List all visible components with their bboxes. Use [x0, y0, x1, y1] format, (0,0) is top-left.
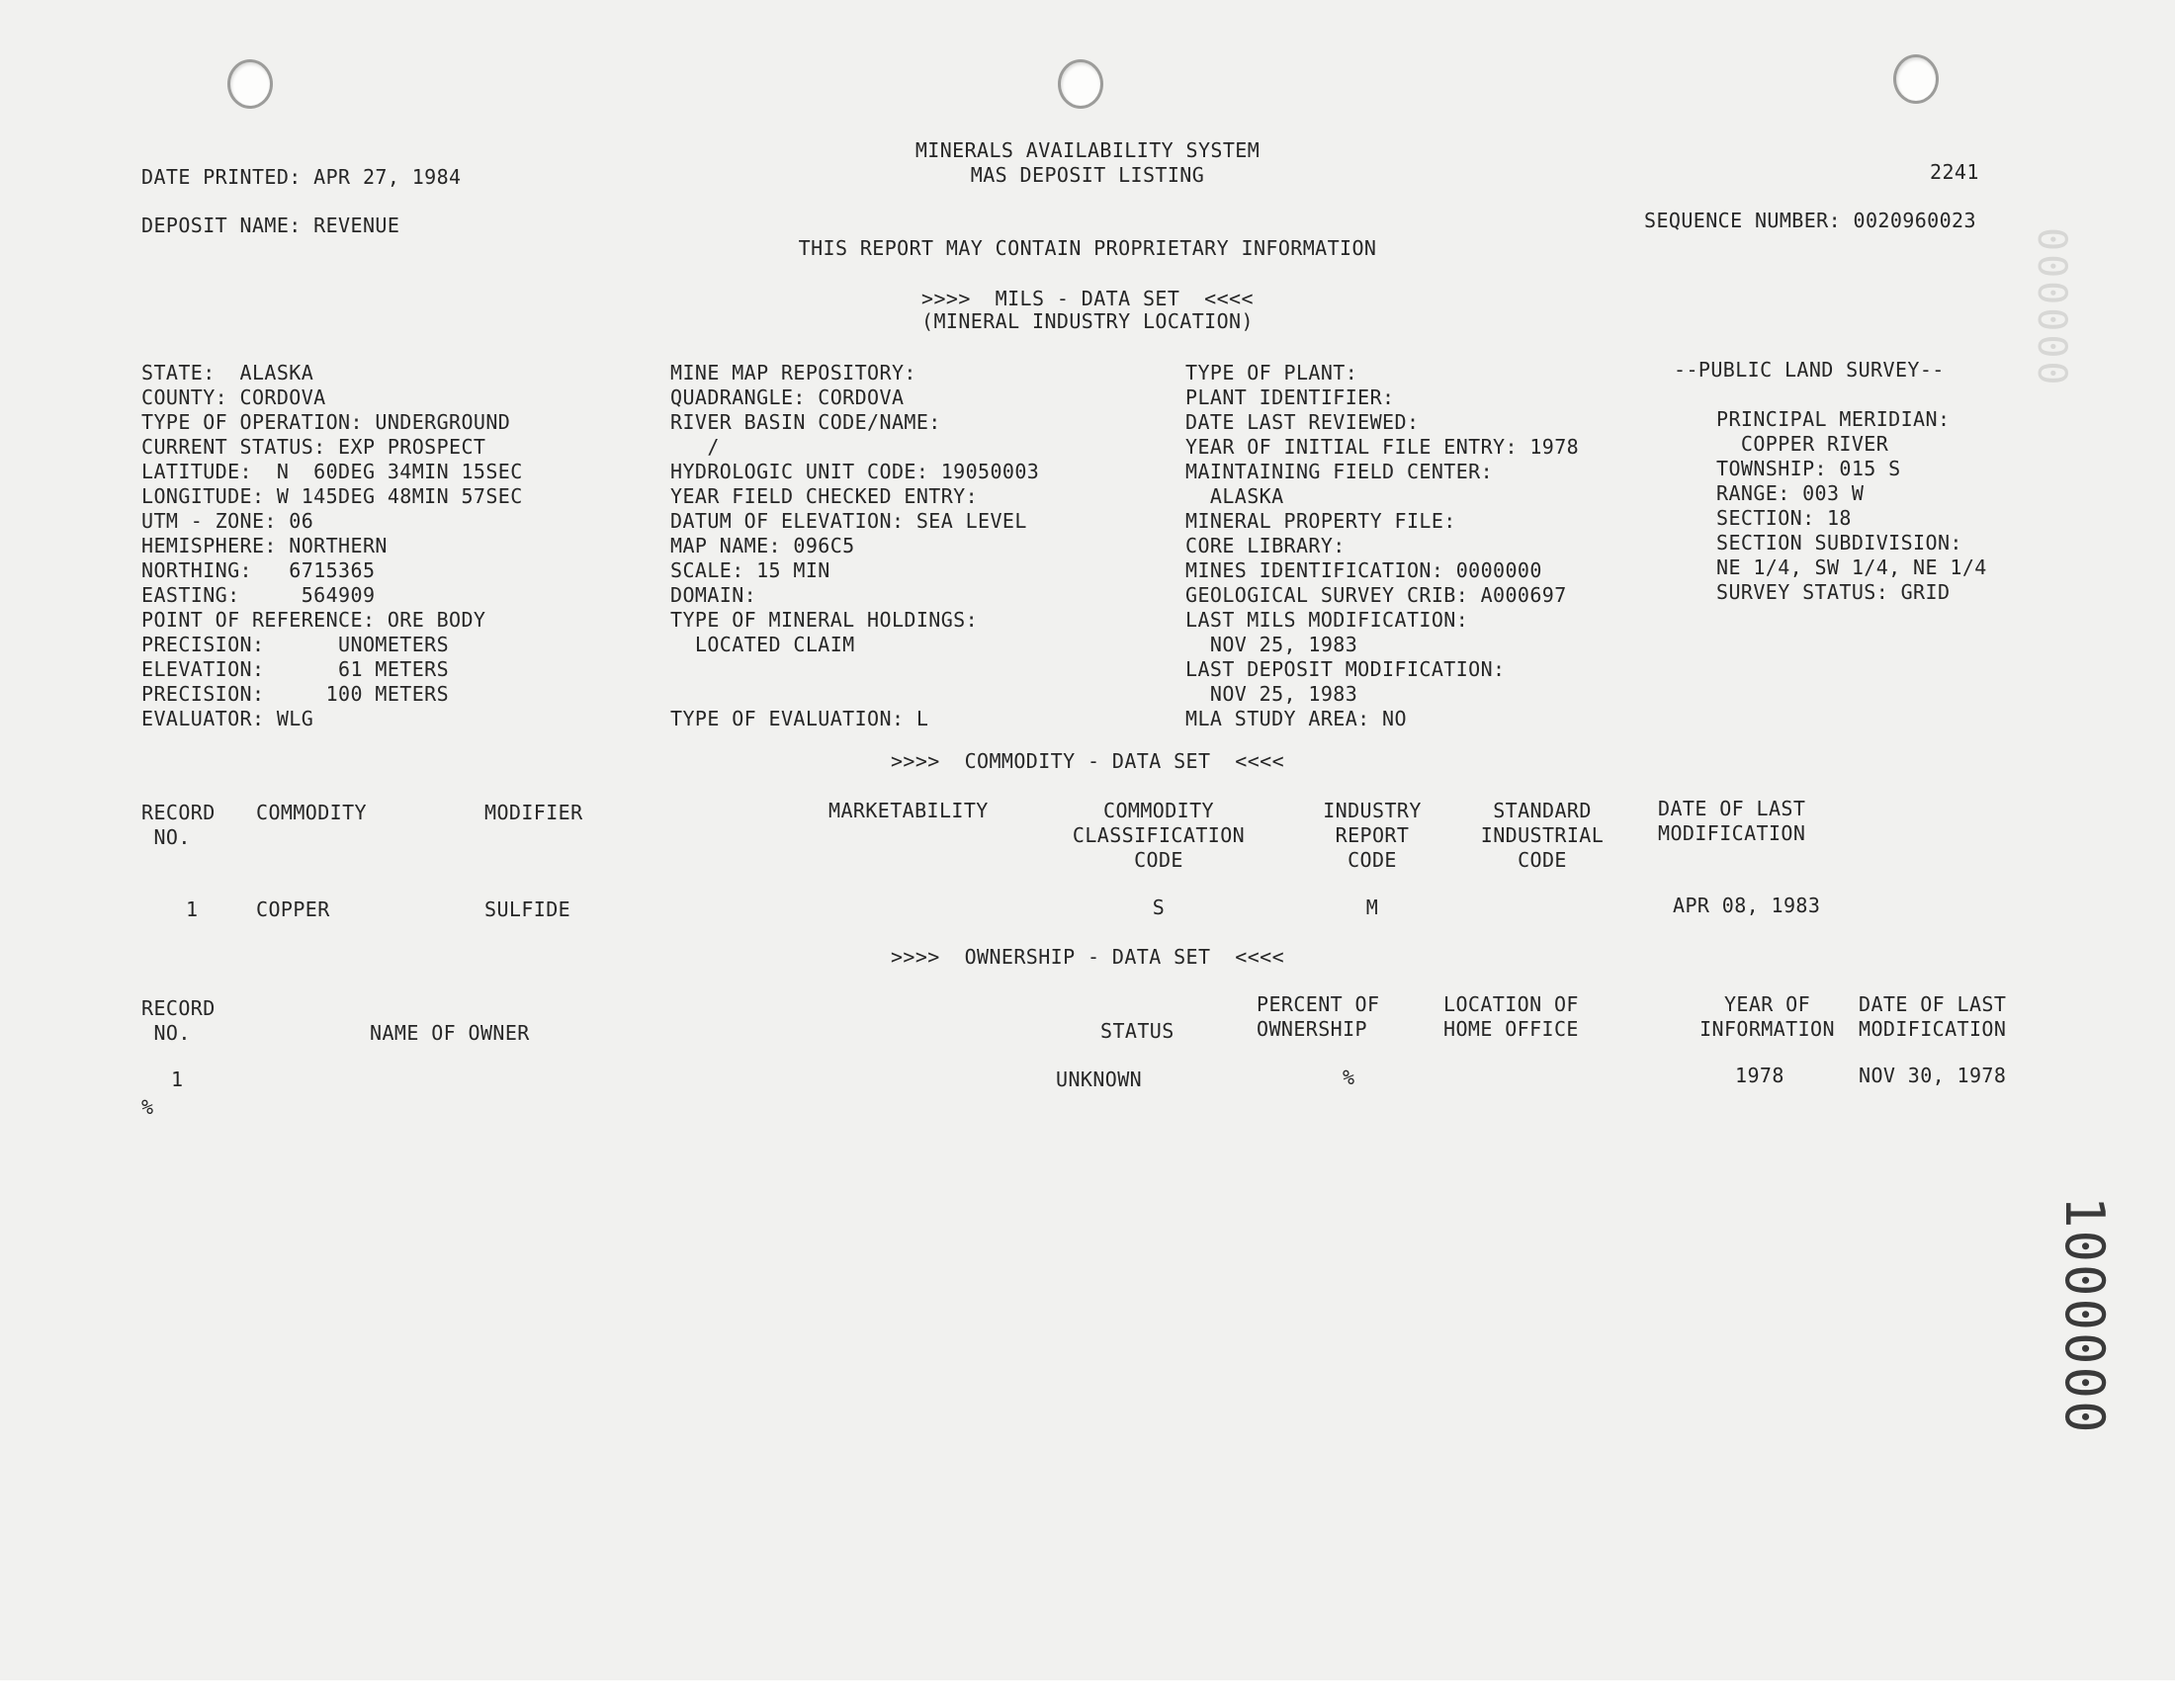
deposit-name: DEPOSIT NAME: REVENUE [141, 214, 400, 237]
mils-field: NORTHING: 6715365 [141, 558, 376, 582]
ownership-last-modification: NOV 30, 1978 [1859, 1064, 2007, 1087]
mils-field: LOCATED CLAIM [670, 633, 855, 656]
type-of-evaluation: TYPE OF EVALUATION: L [670, 707, 929, 730]
mils-field: TYPE OF MINERAL HOLDINGS: [670, 608, 979, 632]
mils-field: MAINTAINING FIELD CENTER: [1185, 460, 1494, 483]
ownership-trailer: % [141, 1095, 154, 1119]
mils-field: GEOLOGICAL SURVEY CRIB: A000697 [1185, 583, 1567, 607]
mils-field: EVALUATOR: WLG [141, 707, 314, 730]
side-frame-stamp: 1000000 [2053, 1196, 2116, 1435]
mils-field: YEAR OF INITIAL FILE ENTRY: 1978 [1185, 435, 1580, 459]
commodity-last-modification: APR 08, 1983 [1673, 894, 1821, 917]
mils-field: UTM - ZONE: 06 [141, 509, 314, 533]
commodity-header-modifier: MODIFIER [484, 801, 583, 824]
mils-heading: >>>> MILS - DATA SET <<<< [921, 287, 1254, 310]
mils-field: EASTING: 564909 [141, 583, 376, 607]
mils-field: MINES IDENTIFICATION: 0000000 [1185, 558, 1542, 582]
mils-field: HYDROLOGIC UNIT CODE: 19050003 [670, 460, 1040, 483]
proprietary-notice: THIS REPORT MAY CONTAIN PROPRIETARY INFORMATION [798, 236, 1377, 260]
mils-field: YEAR FIELD CHECKED ENTRY: [670, 484, 979, 508]
ownership-header-name: NAME OF OWNER [370, 1021, 530, 1045]
mils-field: NOV 25, 1983 [1185, 682, 1358, 706]
mils-field: HEMISPHERE: NORTHERN [141, 534, 388, 557]
sequence-number: SEQUENCE NUMBER: 0020960023 [1644, 209, 1976, 232]
mils-field: NOV 25, 1983 [1185, 633, 1358, 656]
commodity-heading: >>>> COMMODITY - DATA SET <<<< [890, 749, 1285, 773]
mils-field: COUNTY: CORDOVA [141, 385, 326, 409]
mils-field: LAST DEPOSIT MODIFICATION: [1185, 657, 1506, 681]
commodity-modifier: SULFIDE [484, 897, 571, 921]
mils-field: CURRENT STATUS: EXP PROSPECT [141, 435, 486, 459]
ownership-header-year: YEAR OF INFORMATION [1699, 992, 1835, 1041]
ownership-header-last-modification: DATE OF LAST MODIFICATION [1859, 992, 2007, 1041]
page-number: 2241 [1930, 160, 1979, 184]
mils-field: PLANT IDENTIFIER: [1185, 385, 1395, 409]
commodity-header-sic: STANDARD INDUSTRIAL CODE [1480, 799, 1605, 872]
commodity-classification-code: S [1152, 896, 1166, 919]
commodity-header-classification: COMMODITY CLASSIFICATION CODE [1072, 799, 1246, 872]
commodity-header-marketability: MARKETABILITY [828, 799, 989, 822]
commodity-industry-code: M [1365, 896, 1379, 919]
mils-field: MINE MAP REPOSITORY: [670, 361, 916, 384]
commodity-record-no: 1 [186, 897, 199, 921]
plss-field: SECTION: 18 [1716, 506, 1852, 530]
mils-field: STATE: ALASKA [141, 361, 314, 384]
ownership-header-record: RECORD NO. [141, 996, 216, 1045]
mils-field: DATE LAST REVIEWED: [1185, 410, 1420, 434]
commodity-header-commodity: COMMODITY [256, 801, 367, 824]
commodity-name: COPPER [256, 897, 330, 921]
mils-field: MAP NAME: 096C5 [670, 534, 855, 557]
mils-subheading: (MINERAL INDUSTRY LOCATION) [921, 309, 1254, 333]
date-printed: DATE PRINTED: APR 27, 1984 [141, 165, 462, 189]
mils-field: POINT OF REFERENCE: ORE BODY [141, 608, 486, 632]
mils-field: / [670, 435, 720, 459]
plss-field: SECTION SUBDIVISION: [1716, 531, 1962, 555]
side-frame-stamp-faint: 000000 [2029, 227, 2074, 388]
ownership-status: UNKNOWN [1056, 1068, 1143, 1091]
mils-field: LAST MILS MODIFICATION: [1185, 608, 1469, 632]
mils-field: TYPE OF OPERATION: UNDERGROUND [141, 410, 511, 434]
ownership-heading: >>>> OWNERSHIP - DATA SET <<<< [890, 945, 1285, 969]
listing-title: MAS DEPOSIT LISTING [970, 163, 1205, 187]
mils-field: DOMAIN: [670, 583, 757, 607]
mils-field: SCALE: 15 MIN [670, 558, 830, 582]
mils-field: MINERAL PROPERTY FILE: [1185, 509, 1456, 533]
mils-field: LATITUDE: N 60DEG 34MIN 15SEC [141, 460, 523, 483]
mils-field: DATUM OF ELEVATION: SEA LEVEL [670, 509, 1027, 533]
plss-field: SURVEY STATUS: GRID [1716, 580, 1951, 604]
system-title: MINERALS AVAILABILITY SYSTEM [914, 138, 1261, 162]
plss-heading: --PUBLIC LAND SURVEY-- [1674, 358, 1945, 382]
mils-field: ALASKA [1185, 484, 1284, 508]
ownership-header-percent: PERCENT OF OWNERSHIP [1257, 992, 1380, 1041]
mils-field: RIVER BASIN CODE/NAME: [670, 410, 941, 434]
mils-field: QUADRANGLE: CORDOVA [670, 385, 905, 409]
mils-field: PRECISION: UNOMETERS [141, 633, 450, 656]
ownership-header-status: STATUS [1100, 1019, 1174, 1043]
plss-field: COPPER RIVER [1716, 432, 1889, 456]
binder-hole-center [1058, 59, 1103, 109]
plss-field: TOWNSHIP: 015 S [1716, 457, 1901, 480]
plss-field: RANGE: 003 W [1716, 481, 1865, 505]
plss-field: PRINCIPAL MERIDIAN: [1716, 407, 1951, 431]
ownership-record-no: 1 [171, 1068, 184, 1091]
binder-hole-left [227, 59, 273, 109]
ownership-percent: % [1343, 1066, 1355, 1089]
commodity-header-last-modification: DATE OF LAST MODIFICATION [1658, 797, 1806, 845]
mils-field: TYPE OF PLANT: [1185, 361, 1358, 384]
bottom-margin [0, 1680, 2175, 1708]
plss-field: NE 1/4, SW 1/4, NE 1/4 [1716, 555, 1987, 579]
mils-field: PRECISION: 100 METERS [141, 682, 450, 706]
mils-field: LONGITUDE: W 145DEG 48MIN 57SEC [141, 484, 523, 508]
year-of-information: 1978 [1735, 1064, 1784, 1087]
commodity-header-record: RECORD NO. [141, 801, 216, 849]
ownership-header-location: LOCATION OF HOME OFFICE [1443, 992, 1579, 1041]
mils-field: MLA STUDY AREA: NO [1185, 707, 1407, 730]
mils-field: ELEVATION: 61 METERS [141, 657, 450, 681]
mils-field: CORE LIBRARY: [1185, 534, 1346, 557]
commodity-header-industry: INDUSTRY REPORT CODE [1323, 799, 1422, 872]
binder-hole-right [1893, 54, 1939, 104]
